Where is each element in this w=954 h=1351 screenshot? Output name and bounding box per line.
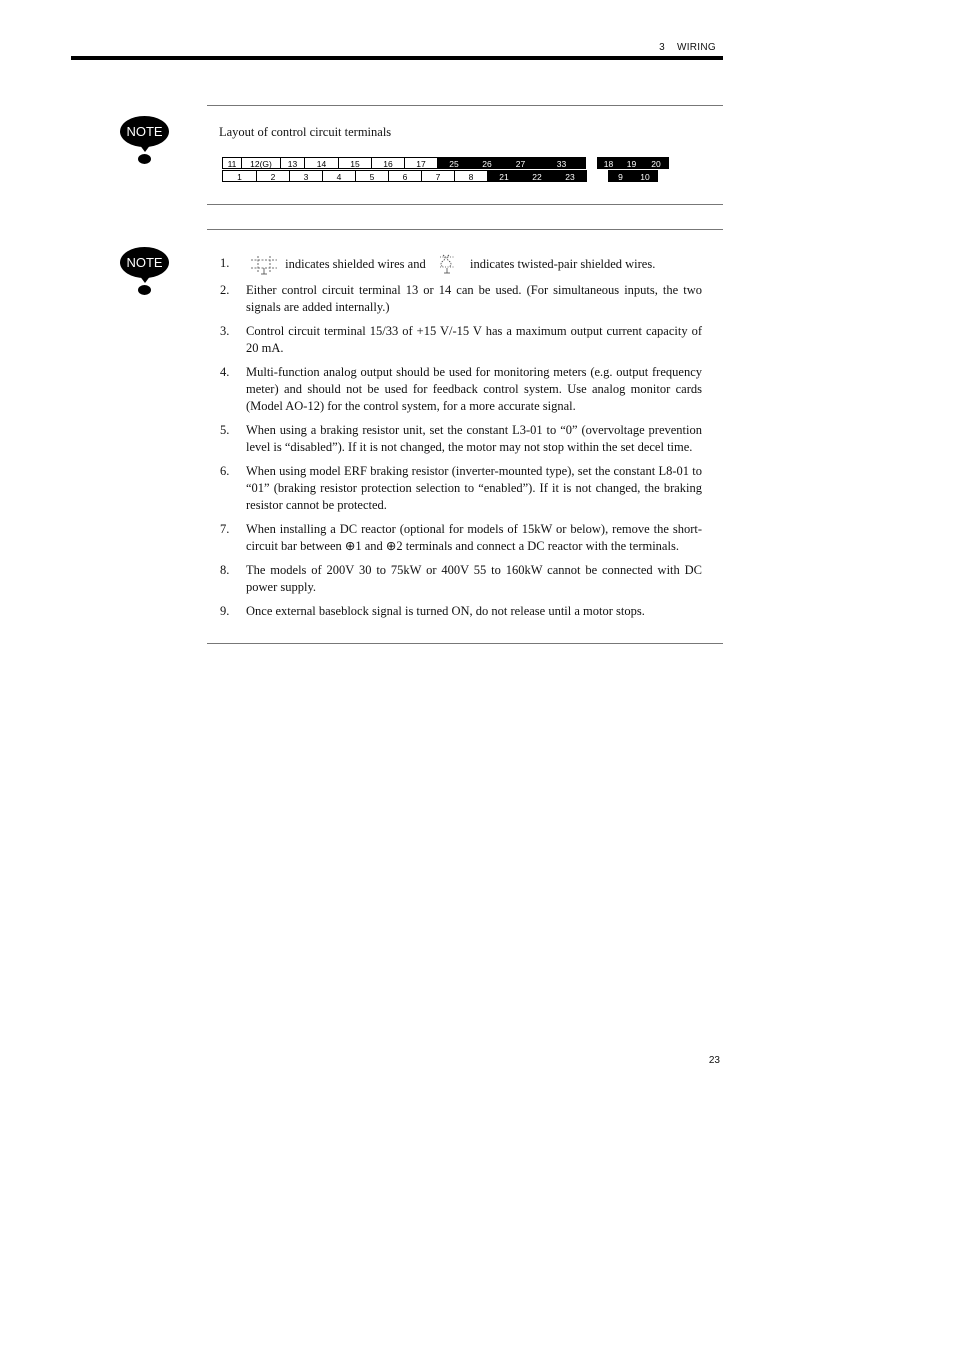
terminal-cell: 2 xyxy=(256,170,290,182)
twisted-pair-shielded-wire-icon xyxy=(437,254,457,276)
terminal-cell: 6 xyxy=(388,170,422,182)
note2-bottom-rule xyxy=(207,643,723,644)
shielded-wire-icon xyxy=(250,254,278,276)
list-item: 3. Control circuit terminal 15/33 of +15 V/-15 V has a maximum output current capacity of 20 mA. xyxy=(220,324,702,355)
terminal-cell: 12(G) xyxy=(241,157,281,169)
page-number: 23 xyxy=(708,1055,720,1066)
note2-top-rule xyxy=(207,229,723,230)
terminal-cell: 15 xyxy=(338,157,372,169)
list-item: 5. When using a braking resistor unit, set the constant L3-01 to “0” (overvoltage prevention level is “disabled”). If it is not changed, the motor may not stop within the set decel time. xyxy=(220,423,702,454)
list-item: 2. Either control circuit terminal 13 or 14 can be used. (For simultaneous inputs, the two signals are added internally.) xyxy=(220,283,702,314)
note2-note-icon: NOTE xyxy=(120,247,170,291)
list-item: 9. Once external baseblock signal is turned ON, do not release until a motor stops. xyxy=(220,604,645,618)
chapter-title: WIRING xyxy=(676,42,716,53)
notes-list xyxy=(220,254,702,627)
terminal-cell: 9 xyxy=(608,170,633,182)
terminal-cell: 13 xyxy=(280,157,305,169)
terminal-cell: 10 xyxy=(632,170,658,182)
list-item: 8. The models of 200V 30 to 75kW or 400V 55 to 160kW cannot be connected with DC power supply. xyxy=(220,563,702,594)
terminal-cell: 3 xyxy=(289,170,323,182)
terminal-cell: 8 xyxy=(454,170,488,182)
terminal-cell: 4 xyxy=(322,170,356,182)
terminal-cell: 26 xyxy=(470,157,504,169)
list-item: 1. indicates shielded wires and indicates twisted-pair shielded wires. xyxy=(220,254,702,276)
list-item: 6. When using model ERF braking resistor (inverter-mounted type), set the constant L8-01 to “01” (braking resistor protection selection to “enabled”). If it is not changed, the braking resistor cannot be protected. xyxy=(220,464,702,512)
terminal-cell: 21 xyxy=(487,170,521,182)
header-rule xyxy=(71,56,723,60)
terminal-cell: 11 xyxy=(222,157,242,169)
note1-bottom-rule xyxy=(207,204,723,205)
terminal-cell: 17 xyxy=(404,157,438,169)
list-item: 4. Multi-function analog output should be used for monitoring meters (e.g. output frequency meter) and should not be used for feedback control system. Use analog monitor cards (Model AO-12) for the control system, for a more accurate signal. xyxy=(220,365,702,413)
terminal-cell: 19 xyxy=(619,157,644,169)
terminal-cell: 33 xyxy=(537,157,586,169)
note1-note-icon: NOTE xyxy=(120,116,170,160)
terminal-cell: 16 xyxy=(371,157,405,169)
note1-top-rule xyxy=(207,105,723,106)
terminal-cell: 23 xyxy=(553,170,587,182)
terminal-cell: 1 xyxy=(222,170,257,182)
terminal-cell: 5 xyxy=(355,170,389,182)
terminal-cell: 20 xyxy=(643,157,669,169)
terminal-cell: 25 xyxy=(437,157,471,169)
terminal-cell: 18 xyxy=(597,157,620,169)
terminal-cell: 27 xyxy=(503,157,538,169)
running-header xyxy=(640,42,716,53)
terminal-cell: 7 xyxy=(421,170,455,182)
terminal-cell: 22 xyxy=(520,170,554,182)
terminal-cell: 14 xyxy=(304,157,339,169)
chapter-number: 3 xyxy=(659,42,665,53)
list-item: 7. When installing a DC reactor (optional for models of 15kW or below), remove the short-circuit bar between ⊕1 and ⊕2 terminals and connect a DC reactor with the terminals. xyxy=(220,522,702,553)
terminal-layout-title: Layout of control circuit terminals xyxy=(219,125,392,139)
